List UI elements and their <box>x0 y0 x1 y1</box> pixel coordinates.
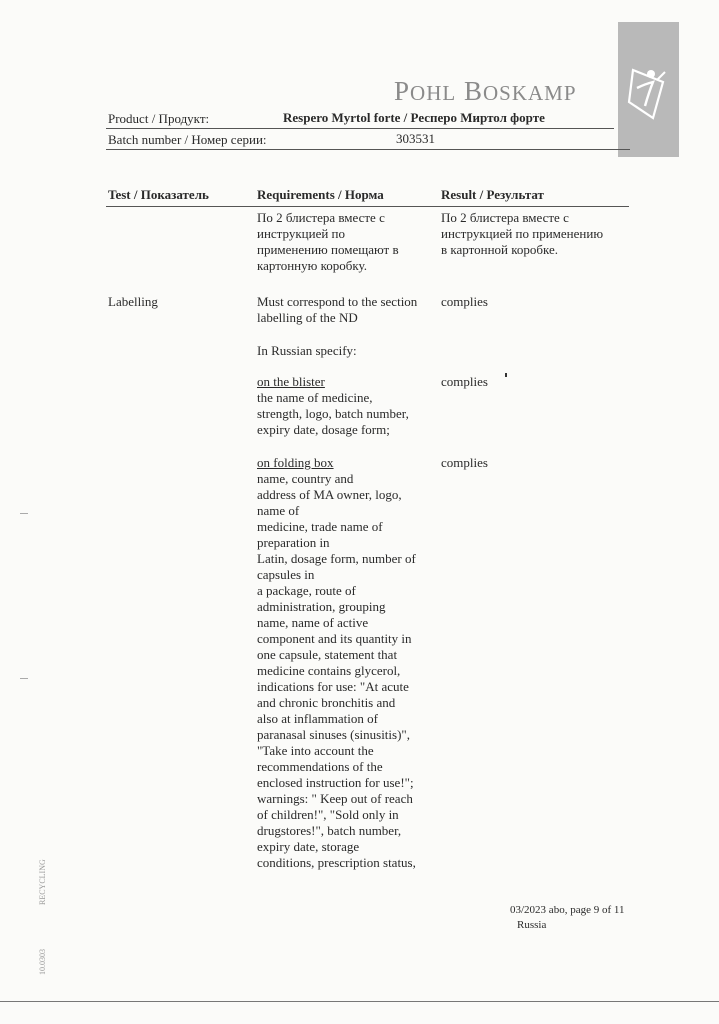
page-footer <box>510 903 624 933</box>
footer-country: Russia <box>517 919 547 931</box>
column-header-requirements: Requirements / Норма <box>257 187 384 202</box>
blister-requirement: on the blister the name of medicine, strength, logo, batch number, expiry date, dosage form; <box>257 374 409 437</box>
margin-mark <box>20 678 28 679</box>
table-header-rule <box>106 206 629 207</box>
batch-label: Batch number / Номер серии: <box>108 132 267 147</box>
margin-mark <box>20 513 28 514</box>
brand-wordmark: POHL BOSKAMP <box>394 76 577 106</box>
pen-tick-mark <box>505 373 507 377</box>
header-divider <box>106 128 614 129</box>
recycling-side-text: RECYCLING <box>38 859 47 905</box>
header-bottom-rule <box>106 149 630 150</box>
blister-title: on the blister <box>257 374 325 389</box>
column-header-result: Result / Результат <box>441 187 544 202</box>
pohl-boskamp-logo-icon <box>623 62 673 122</box>
labelling-result: complies <box>441 294 488 309</box>
labelling-test: Labelling <box>108 294 158 309</box>
packaging-result: По 2 блистера вместе с инструкцией по применению в картонной коробке. <box>441 210 604 257</box>
labelling-requirement: Must correspond to the section labelling of the ND <box>257 294 418 325</box>
packaging-requirement: По 2 блистера вместе с инструкцией по применению помещают в картонную коробку. <box>257 210 399 273</box>
logo-band <box>618 22 679 157</box>
column-header-test: Test / Показатель <box>108 187 209 202</box>
page-bottom-edge <box>0 1001 719 1002</box>
batch-value: 303531 <box>396 131 435 146</box>
side-code-text: 10.0303 <box>38 949 47 975</box>
russian-specify: In Russian specify: <box>257 343 357 358</box>
folding-box-requirement: on folding box name, country and address of MA owner, logo, name of medicine, trade name of preparation in Latin, dosage form, number of capsules in a package, route of administration, grouping name, name of active component and its quantity in one capsule, statement that medicine contains glycerol, indications for use: "At acute and chronic bronchitis and also at inflammation of paranasal sinuses (sinusitis)", "Take into account the recommendations of the enclosed instruction for use!"; warnings: " Keep out of reach of children!", "Sold only in drugstores!", batch number, expiry date, storage conditions, prescription status, <box>257 455 416 870</box>
footer-page-info: 03/2023 abo, page 9 of 11 <box>510 904 625 916</box>
blister-result: complies <box>441 374 488 389</box>
folding-box-result: complies <box>441 455 488 470</box>
product-label: Product / Продукт: <box>108 111 210 126</box>
folding-box-title: on folding box <box>257 455 334 470</box>
product-value: Respero Myrtol forte / Респеро Миртол форте <box>283 110 545 125</box>
